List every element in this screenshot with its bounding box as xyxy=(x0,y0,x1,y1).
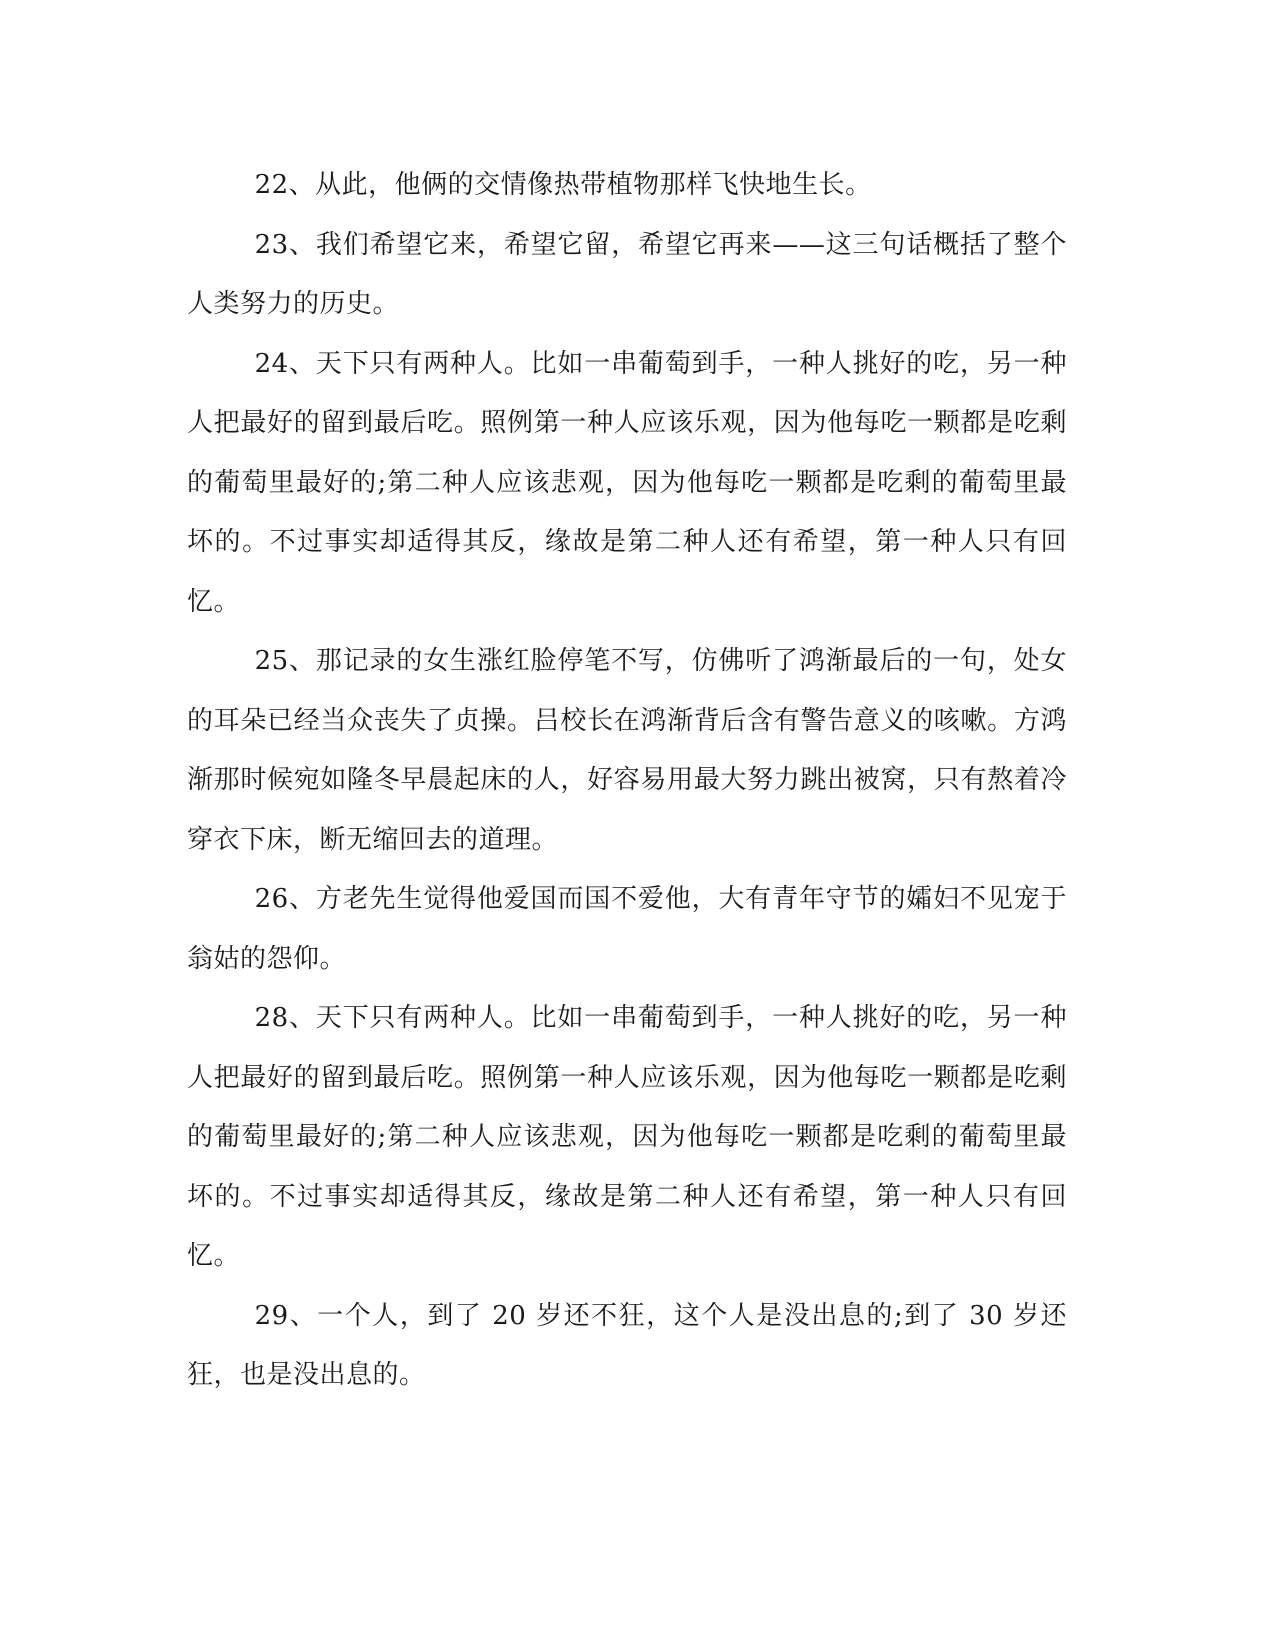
paragraph-29: 29、一个人，到了 20 岁还不狂，这个人是没出息的;到了 30 岁还狂，也是没出息的。 xyxy=(187,1300,1067,1390)
paragraph-28: 28、天下只有两种人。比如一串葡萄到手，一种人挑好的吃，另一种人把最好的留到最后吃。照例第一种人应该乐观，因为他每吃一颗都是吃剩的葡萄里最好的;第二种人应该悲观，因为他每吃一颗都是吃剩的葡萄里最坏的。不过事实却适得其反，缘故是第二种人还有希望，第一种人只有回忆。 xyxy=(187,1003,1067,1271)
paragraph-25: 25、那记录的女生涨红脸停笔不写，仿佛听了鸿渐最后的一句，处女的耳朵已经当众丧失了贞操。吕校长在鸿渐背后含有警告意义的咳嗽。方鸿渐那时候宛如隆冬早晨起床的人，好容易用最大努力跳出被窝，只有熬着冷穿衣下床，断无缩回去的道理。 xyxy=(187,646,1067,855)
paragraph-24: 24、天下只有两种人。比如一串葡萄到手，一种人挑好的吃，另一种人把最好的留到最后吃。照例第一种人应该乐观，因为他每吃一颗都是吃剩的葡萄里最好的;第二种人应该悲观，因为他每吃一颗都是吃剩的葡萄里最坏的。不过事实却适得其反，缘故是第二种人还有希望，第一种人只有回忆。 xyxy=(187,348,1067,617)
paragraph-26: 26、方老先生觉得他爱国而国不爱他，大有青年守节的孀妇不见宠于翁姑的怨仰。 xyxy=(187,884,1067,974)
paragraph-23: 23、我们希望它来，希望它留，希望它再来——这三句话概括了整个人类努力的历史。 xyxy=(187,229,1067,319)
paragraph-22: 22、从此，他俩的交情像热带植物那样飞快地生长。 xyxy=(254,170,872,200)
document-body xyxy=(187,156,1067,1406)
